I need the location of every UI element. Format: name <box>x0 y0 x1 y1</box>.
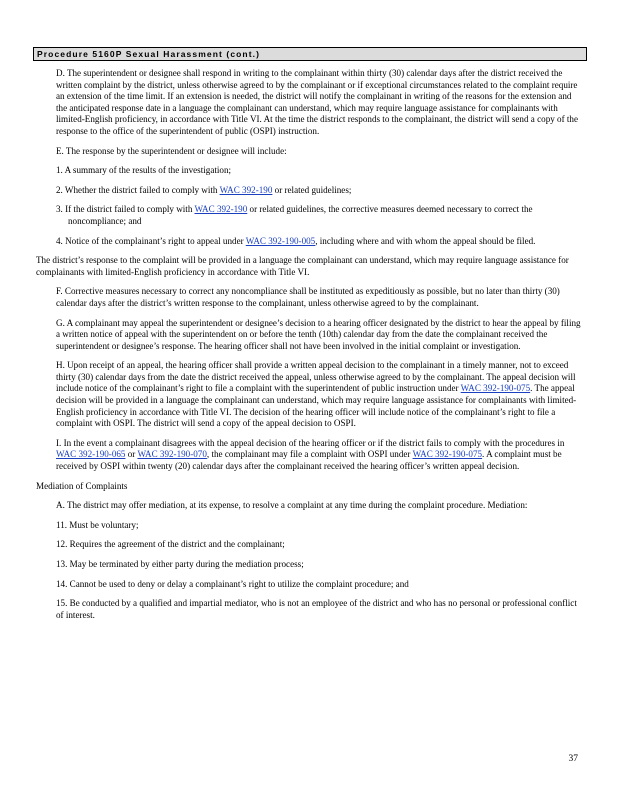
mediation-item-15: 15. Be conducted by a qualified and impartial mediator, who is not an employee of the district and who has no personal or professional conflict of interest. <box>56 598 577 620</box>
mediation-item-13: 13. May be terminated by either party during the mediation process; <box>56 559 304 569</box>
wac-392-190-link[interactable]: WAC 392-190 <box>219 184 273 195</box>
mediation-item-14: 14. Cannot be used to deny or delay a complainant’s right to utilize the complaint procedure; and <box>56 578 409 589</box>
paragraph-d: D. The superintendent or designee shall respond in writing to the complainant within thirty (30) calendar days after the district received the written complaint by the district, unless otherwise agreed to by the complainant or if exceptional circumstances related to the complaint require an extension of the time limit. If an extension is needed, the district will notify the complainant in writing of the reasons for the extension and the anticipated response date in a language the complainant can understand, which may require language assistance for complainants with limited-English proficiency, in accordance with Title VI. At the time the district responds to the complainant, the district will send a copy of the response to the office of the superintendent of public (OSPI) instruction. <box>56 68 579 136</box>
wac-392-190-005-link[interactable]: WAC 392-190-005 <box>245 235 316 246</box>
paragraph-i: I. In the event a complainant disagrees with the appeal decision of the hearing officer or if the district fails to comply with the procedures in WAC 392-190-065 or WAC 392-190-070, the complainant may file a complaint with OSPI under WAC 392-190-075. A complaint must be received by OSPI within twenty (20) calendar days after the complainant received the hearing officer’s written appeal decision. <box>56 437 565 472</box>
mediation-heading: Mediation of Complaints <box>36 480 128 491</box>
wac-392-190-075-link[interactable]: WAC 392-190-075 <box>460 383 531 394</box>
paragraph-g: G. A complainant may appeal the superintendent or designee’s decision to a hearing officer designated by the district to hear the appeal by filing a written notice of appeal with the superintendent on or before the tenth (10th) calendar day from the date the complainant received the superintendent or designee’s response. The hearing officer shall not have been involved in the initial complaint or investigation. <box>56 317 581 351</box>
paragraph-mediation-a: A. The district may offer mediation, at its expense, to resolve a complaint at any time during the complaint procedure. Mediation: <box>56 500 528 511</box>
list-item-e1: 1. A summary of the results of the investigation; <box>56 165 232 176</box>
mediation-item-12: 12. Requires the agreement of the district and the complainant; <box>56 539 285 550</box>
procedure-header: Procedure 5160P Sexual Harassment (cont.) <box>33 47 587 61</box>
document-body <box>36 68 582 629</box>
wac-392-190-link[interactable]: WAC 392-190 <box>194 204 248 215</box>
wac-392-190-075-link[interactable]: WAC 392-190-075 <box>412 449 483 460</box>
paragraph-f: F. Corrective measures necessary to correct any noncompliance shall be instituted as expeditiously as possible, but no later than thirty (30) calendar days after the district’s written response to the complainant, unless otherwise agreed to by the complainant. <box>56 286 560 308</box>
paragraph-language: The district’s response to the complaint will be provided in a language the complainant can understand, which may require language assistance for complainants with limited-English proficiency in accordance with Title VI. <box>36 255 569 277</box>
page-number: 37 <box>568 754 578 764</box>
paragraph-h: H. Upon receipt of an appeal, the hearing officer shall provide a written appeal decision to the complainant in a timely manner, not to exceed thirty (30) calendar days from the date the district received the appeal, unless otherwise agreed to by the complainant. The appeal decision will include notice of the complainant’s right to file a complaint with the superintendent of public instruction under WAC 392-190-075. The appeal decision will be provided in a language the complainant can understand, which may require language assistance for complainants with limited-English proficiency in accordance with Title VI. The decision of the hearing officer will include notice of the complainant’s right to file a complaint with OSPI. The district will send a copy of the appeal decision to OSPI. <box>56 360 577 429</box>
wac-392-190-065-link[interactable]: WAC 392-190-065 <box>56 449 126 460</box>
list-item-e3: 3. If the district failed to comply with WAC 392-190 or related guidelines, the corrective measures deemed necessary to correct the noncompliance; and <box>56 204 533 226</box>
paragraph-e: E. The response by the superintendent or designee will include: <box>56 145 287 156</box>
list-item-e4: 4. Notice of the complainant’s right to appeal under WAC 392-190-005, including where and with whom the appeal should be filed. <box>56 235 536 246</box>
mediation-item-11: 11. Must be voluntary; <box>56 519 139 530</box>
list-item-e2: 2. Whether the district failed to comply with WAC 392-190 or related guidelines; <box>56 184 352 195</box>
wac-392-190-070-link[interactable]: WAC 392-190-070 <box>137 449 207 460</box>
